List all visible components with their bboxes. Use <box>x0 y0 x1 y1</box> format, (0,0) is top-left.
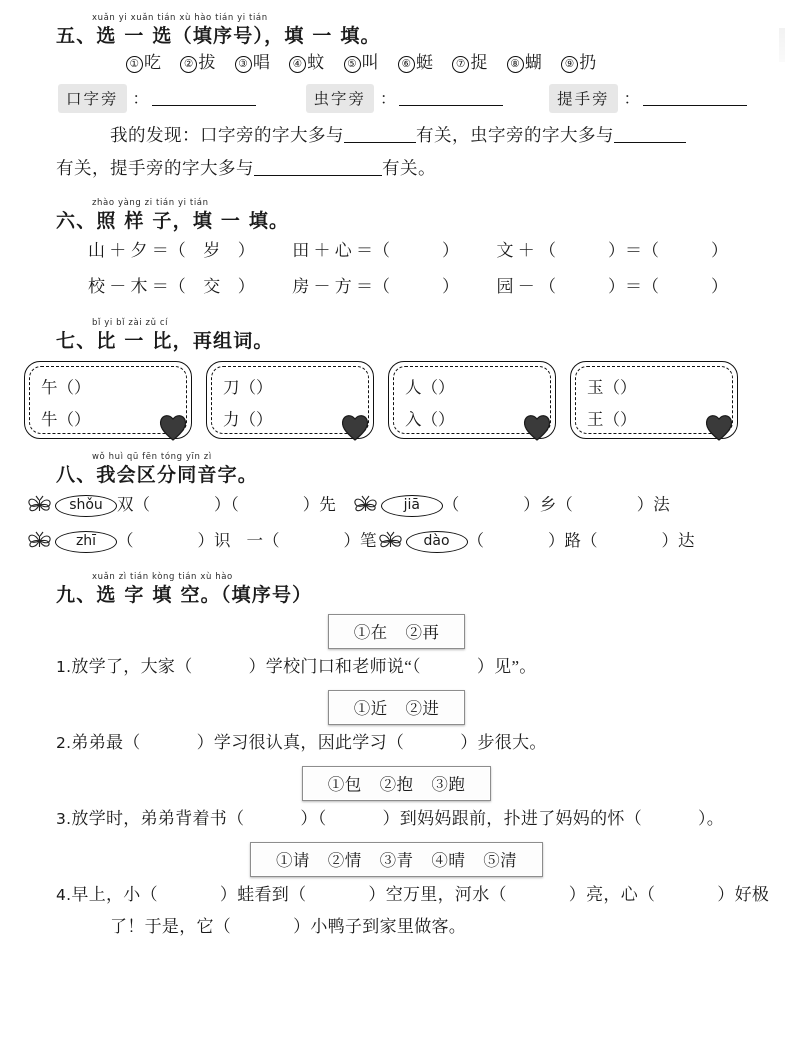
eq-answer[interactable]: 岁 <box>203 241 221 260</box>
option-char: 蝴 <box>524 53 543 72</box>
finding-text-3: 有关，提手旁的字大多与 <box>56 158 254 178</box>
radical-label-kou: 口字旁 <box>58 84 127 113</box>
question-number: 1. <box>56 658 72 676</box>
card-line-top: 刀（ ） <box>223 374 361 398</box>
card-answer-blank[interactable] <box>676 374 726 398</box>
card-char: 人 <box>405 378 422 397</box>
option-item <box>180 48 215 78</box>
homophone-pre-1: （ <box>467 531 484 550</box>
option-item <box>507 48 542 78</box>
homophone-pre-1: （ <box>117 531 134 550</box>
option-item <box>344 48 379 78</box>
equation-item: 校 － 木 ＝（ 交 ） <box>88 269 288 305</box>
option-number: ④ <box>289 56 306 73</box>
option-item <box>398 48 433 78</box>
section-eight-header <box>0 439 793 487</box>
section-six-title: 六、照 样 子，填 一 填。 <box>56 210 290 232</box>
section-nine-header <box>0 559 793 607</box>
radical-answer-blank-kou[interactable] <box>152 90 256 106</box>
card-line-top: 人（ ） <box>405 374 543 398</box>
banner-option[interactable] <box>380 775 414 794</box>
card-char: 牛 <box>41 410 58 429</box>
homophone-pre-2: （ <box>581 531 598 550</box>
banner-option[interactable] <box>328 775 362 794</box>
banner-option[interactable] <box>406 699 440 718</box>
finding-blank-1[interactable] <box>344 128 416 143</box>
section-five-pinyin: xuǎn yi xuǎn tián xù hào tián yi tián <box>92 13 268 23</box>
homophone-post-2: ）笔 <box>343 531 377 550</box>
homophone-post-1: ）路 <box>548 531 581 550</box>
card-line-bottom: 入（ ） <box>405 406 543 430</box>
finding-line-2 <box>56 152 793 185</box>
question-text: ）蛙看到（ <box>219 885 307 904</box>
equation-item: 园 － （ ）＝（ ） <box>496 277 728 296</box>
butterfly-icon <box>377 531 405 551</box>
section-six <box>0 185 793 305</box>
banner-option-num: ② <box>405 699 423 718</box>
radical-answer-blank-chong[interactable] <box>399 90 503 106</box>
question-row-1 <box>56 651 793 683</box>
word-build-card <box>388 361 556 439</box>
question-text: ）学校门口和老师说“（ <box>248 657 421 676</box>
question-text: 了！于是，它（ <box>110 917 232 936</box>
choice-banner <box>328 690 466 725</box>
pinyin-oval-dao: dào <box>406 531 468 553</box>
question-number: 2. <box>56 734 72 752</box>
eq-operator: ＋ <box>517 241 535 260</box>
section-seven-title: 七、比 一 比，再组词。 <box>56 330 274 352</box>
finding-text-1: 我的发现：口字旁的字大多与 <box>110 125 344 145</box>
option-number: ⑧ <box>507 56 524 73</box>
banner-option-char: 在 <box>370 623 388 642</box>
question-text: ）空万里，河水（ <box>368 885 507 904</box>
eq-left-char: 房 <box>292 277 310 296</box>
heart-icon <box>157 412 189 442</box>
banner-option[interactable] <box>354 623 388 642</box>
heart-icon <box>339 412 371 442</box>
option-char: 捉 <box>470 53 488 72</box>
question-text: ）到妈妈跟前，扑进了妈妈的怀（ <box>382 809 642 828</box>
banner-option-num: ① <box>327 775 345 794</box>
equation-row-2 <box>88 269 793 305</box>
question-text: 放学时，弟弟背着书（ <box>71 809 245 828</box>
homophone-post-1: ）乡 <box>523 495 557 514</box>
question-text: ）见”。 <box>476 657 537 676</box>
section-eight-title: 八、我会区分同音字。 <box>56 464 259 486</box>
choice-banner-wrap <box>0 766 793 801</box>
question-row-2 <box>56 727 793 759</box>
pinyin-oval-shou: shǒu <box>55 495 117 517</box>
question-row-4-line2 <box>110 911 793 943</box>
banner-option-num: ② <box>327 851 345 870</box>
option-number: ③ <box>235 56 252 73</box>
banner-option[interactable] <box>328 851 362 870</box>
section-nine-pinyin: xuǎn zì tián kòng tián xù hào <box>92 572 233 582</box>
finding-line-1 <box>110 119 793 152</box>
option-item <box>126 48 161 78</box>
section-five-option-list <box>126 48 793 78</box>
section-five-title: 五、选 一 选（填序号），填 一 填。 <box>56 25 381 47</box>
question-number: 3. <box>56 810 72 828</box>
pinyin-oval-jia: jiā <box>381 495 443 517</box>
card-line-bottom: 牛（ ） <box>41 406 179 430</box>
colon: ： <box>132 91 149 108</box>
finding-blank-3[interactable] <box>254 161 382 176</box>
homophone-row-1 <box>26 487 793 523</box>
homophone-pre-2: 一（ <box>246 531 280 550</box>
question-text: ）亮，心（ <box>568 885 656 904</box>
card-char: 入 <box>405 410 422 429</box>
equation-row-1 <box>88 233 793 269</box>
card-answer-blank[interactable] <box>494 374 544 398</box>
banner-option-char: 进 <box>422 699 440 718</box>
section-eight <box>0 439 793 559</box>
option-char: 蚊 <box>307 53 325 72</box>
eq-operator: － <box>109 277 127 296</box>
banner-option-char: 再 <box>422 623 440 642</box>
equation-item: 房 － 方 ＝（ ） <box>292 277 459 296</box>
banner-option-num: ① <box>353 699 371 718</box>
question-row-3 <box>56 803 793 835</box>
section-nine <box>0 559 793 943</box>
word-build-card <box>24 361 192 439</box>
section-seven-pinyin: bǐ yi bǐ zài zǔ cí <box>92 318 169 328</box>
homophone-pre-1: 双（ <box>117 495 150 514</box>
eq-operator: － <box>313 277 331 296</box>
word-build-card <box>570 361 738 439</box>
banner-option-num: ⑤ <box>483 851 501 870</box>
banner-option-num: ③ <box>431 775 449 794</box>
question-number: 4. <box>56 886 72 904</box>
finding-text-4: 有关。 <box>382 158 436 178</box>
heart-icon <box>521 412 553 442</box>
question-row-4 <box>56 879 793 911</box>
option-item <box>561 48 596 78</box>
eq-right-char: 方 <box>334 277 352 296</box>
card-char: 刀 <box>223 378 240 397</box>
banner-option-char: 抱 <box>396 775 414 794</box>
eq-operator: ＋ <box>109 241 127 260</box>
word-build-card <box>206 361 374 439</box>
question-text: ）。 <box>698 809 725 828</box>
homophone-pre-2: （ <box>230 495 239 514</box>
homophone-post-1: ）识 <box>197 531 231 550</box>
option-char: 叫 <box>361 53 380 72</box>
question-text: 放学了，大家（ <box>71 657 193 676</box>
banner-option-char: 近 <box>370 699 388 718</box>
colon: ： <box>623 91 640 108</box>
butterfly-icon <box>352 495 380 515</box>
choice-banner <box>302 766 491 801</box>
option-item <box>452 48 487 78</box>
word-build-card-group <box>24 361 793 439</box>
question-text: ）好极 <box>717 885 770 904</box>
card-answer-blank[interactable] <box>312 374 362 398</box>
question-text: ）（ <box>300 809 327 828</box>
question-text: 早上，小（ <box>71 885 158 904</box>
eq-left-char: 山 <box>88 241 105 260</box>
option-char: 吃 <box>144 53 162 72</box>
banner-option-char: 清 <box>500 851 518 870</box>
banner-option-num: ④ <box>431 851 449 870</box>
card-char: 午 <box>41 378 58 397</box>
heart-icon <box>703 412 735 442</box>
option-number: ⑥ <box>398 56 415 73</box>
question-text: ）学习很认真，因此学习（ <box>196 733 405 752</box>
eq-answer[interactable]: 交 <box>203 277 221 296</box>
eq-operator: － <box>517 277 535 296</box>
homophone-row-2 <box>26 523 793 559</box>
option-number: ⑦ <box>452 56 469 73</box>
homophone-post-2: ）法 <box>636 495 670 514</box>
equation-item: 文 ＋ （ ）＝（ ） <box>496 241 728 260</box>
choice-banner <box>250 842 543 877</box>
section-seven-header <box>0 305 793 353</box>
eq-left-char: 文 <box>496 241 514 260</box>
banner-option[interactable] <box>354 699 388 718</box>
banner-option[interactable] <box>276 851 310 870</box>
choice-banner-wrap <box>0 690 793 725</box>
section-six-header <box>0 185 793 233</box>
homophone-post-2: ）先 <box>302 495 336 514</box>
banner-option-num: ② <box>379 775 397 794</box>
eq-right-char: 木 <box>130 277 148 296</box>
card-line-top: 玉（ ） <box>587 374 725 398</box>
question-text: ）步很大。 <box>460 733 547 752</box>
eq-left-char: 校 <box>88 277 105 296</box>
card-char: 玉 <box>587 378 604 397</box>
banner-option[interactable] <box>406 623 440 642</box>
radical-label-tishou: 提手旁 <box>549 84 618 113</box>
question-text: 弟弟最（ <box>71 733 141 752</box>
banner-option-char: 跑 <box>448 775 466 794</box>
option-number: ⑨ <box>561 56 578 73</box>
card-char: 力 <box>223 410 240 429</box>
section-five-header <box>0 0 793 48</box>
banner-option[interactable] <box>483 851 517 870</box>
eq-left-char: 园 <box>496 277 514 296</box>
banner-option[interactable] <box>431 851 465 870</box>
banner-option-char: 晴 <box>448 851 466 870</box>
butterfly-icon <box>26 495 54 515</box>
question-text: ）小鸭子到家里做客。 <box>293 917 467 936</box>
banner-option-char: 包 <box>344 775 362 794</box>
colon: ： <box>380 91 397 108</box>
banner-option-num: ② <box>405 623 423 642</box>
section-five <box>0 0 793 185</box>
option-char: 扔 <box>579 53 597 72</box>
choice-banner <box>328 614 466 649</box>
banner-option-num: ① <box>275 851 293 870</box>
homophone-post-1: ） <box>214 495 231 514</box>
option-number: ② <box>180 56 197 73</box>
section-seven <box>0 305 793 439</box>
banner-option[interactable] <box>380 851 414 870</box>
option-number: ① <box>126 56 143 73</box>
choice-banner-wrap <box>0 614 793 649</box>
finding-blank-2[interactable] <box>614 128 686 143</box>
option-char: 蜓 <box>416 53 434 72</box>
banner-option-char: 请 <box>292 851 310 870</box>
homophone-pre-1: （ <box>442 495 460 514</box>
card-line-bottom: 力（ ） <box>223 406 361 430</box>
option-char: 拔 <box>198 53 216 72</box>
equation-item: 山 ＋ 夕 ＝（ 岁 ） <box>88 233 288 269</box>
banner-option-num: ③ <box>379 851 397 870</box>
section-six-pinyin: zhào yàng zi tián yi tián <box>92 198 209 208</box>
option-number: ⑤ <box>344 56 361 73</box>
card-answer-blank[interactable] <box>130 374 180 398</box>
radical-answer-row <box>58 84 793 113</box>
finding-text-2: 有关，虫字旁的字大多与 <box>416 125 614 145</box>
card-line-top: 午（ ） <box>41 374 179 398</box>
option-char: 唱 <box>252 53 271 72</box>
eq-right-char: 心 <box>334 241 352 260</box>
banner-option[interactable] <box>431 775 465 794</box>
eq-operator: ＋ <box>313 241 331 260</box>
banner-option-char: 青 <box>396 851 414 870</box>
radical-answer-blank-tishou[interactable] <box>643 90 747 106</box>
eq-right-char: 夕 <box>130 241 148 260</box>
card-char: 王 <box>587 410 604 429</box>
homophone-pre-2: （ <box>556 495 573 514</box>
equation-item: 田 ＋ 心 ＝（ ） <box>292 241 459 260</box>
section-eight-pinyin: wǒ huì qū fēn tóng yīn zì <box>92 452 212 462</box>
eq-left-char: 田 <box>292 241 310 260</box>
homophone-post-2: ）达 <box>661 531 695 550</box>
banner-option-char: 情 <box>344 851 362 870</box>
banner-option-num: ① <box>353 623 371 642</box>
choice-banner-wrap <box>0 842 793 877</box>
radical-label-chong: 虫字旁 <box>306 84 375 113</box>
card-line-bottom: 王（ ） <box>587 406 725 430</box>
butterfly-icon <box>26 531 54 551</box>
option-item <box>235 48 270 78</box>
section-nine-title: 九、选 字 填 空。（填序号） <box>56 584 313 606</box>
option-item <box>289 48 324 78</box>
pinyin-oval-zhi: zhī <box>55 531 117 553</box>
